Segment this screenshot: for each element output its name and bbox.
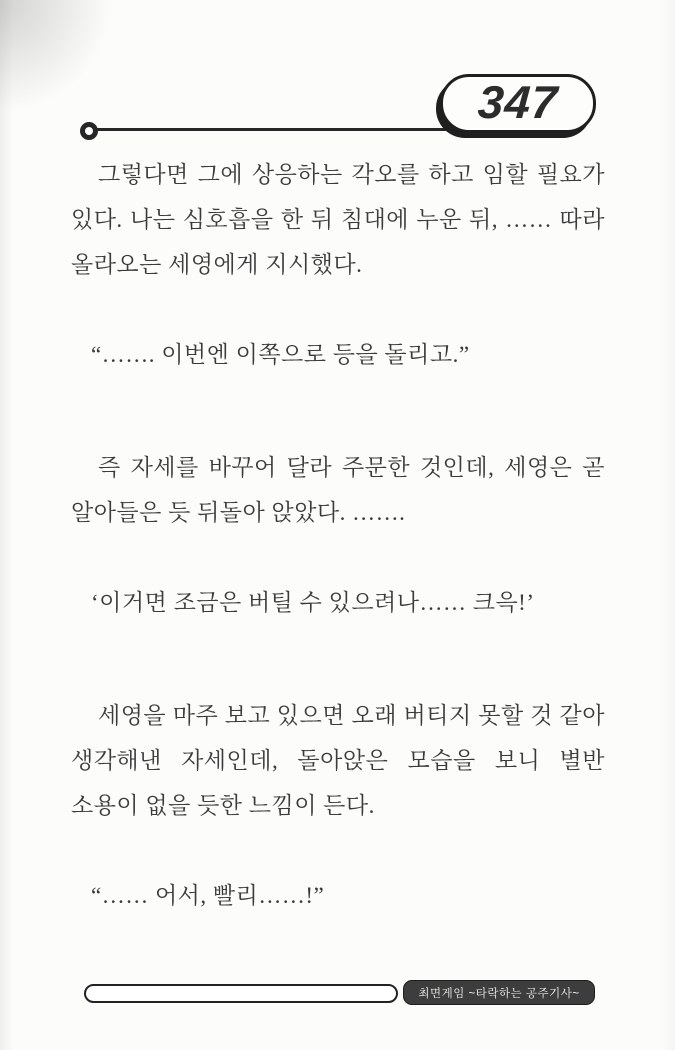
page-number-badge xyxy=(440,74,596,133)
paragraph: 즉 자세를 바꾸어 달라 주문한 것인데, 세영은 곧 알아들은 듯 뒤돌아 앉았다. ……. xyxy=(71,455,605,525)
paragraph-monologue: ‘이거면 조금은 버틸 수 있으려나…… 크윽!’ xyxy=(91,590,535,615)
paragraph: 그렇다면 그에 상응하는 각오를 하고 임할 필요가 있다. 나는 심호흡을 한 뒤 침대에 누운 뒤, …… 따라 올라오는 세영에게 지시했다. xyxy=(71,162,605,277)
ring-terminal-icon xyxy=(80,122,98,140)
series-title: 최면게임 ~타락하는 공주기사~ xyxy=(418,987,580,1000)
page-text xyxy=(71,152,605,963)
paragraph-dialogue: “…… 어서, 빨리……!” xyxy=(91,883,325,908)
paragraph: 세영을 마주 보고 있으면 오래 버티지 못할 것 같아 생각해낸 자세인데, 돌아앉은 모습을 보니 별반 소용이 없을 듯한 느낌이 든다. xyxy=(71,703,605,818)
footer-blank-box xyxy=(84,984,398,1003)
series-title-badge xyxy=(403,980,595,1005)
header-rule xyxy=(95,128,460,131)
paragraph-dialogue: “……. 이번엔 이쪽으로 등을 돌리고.” xyxy=(91,342,470,367)
page-number: 347 xyxy=(476,75,560,128)
